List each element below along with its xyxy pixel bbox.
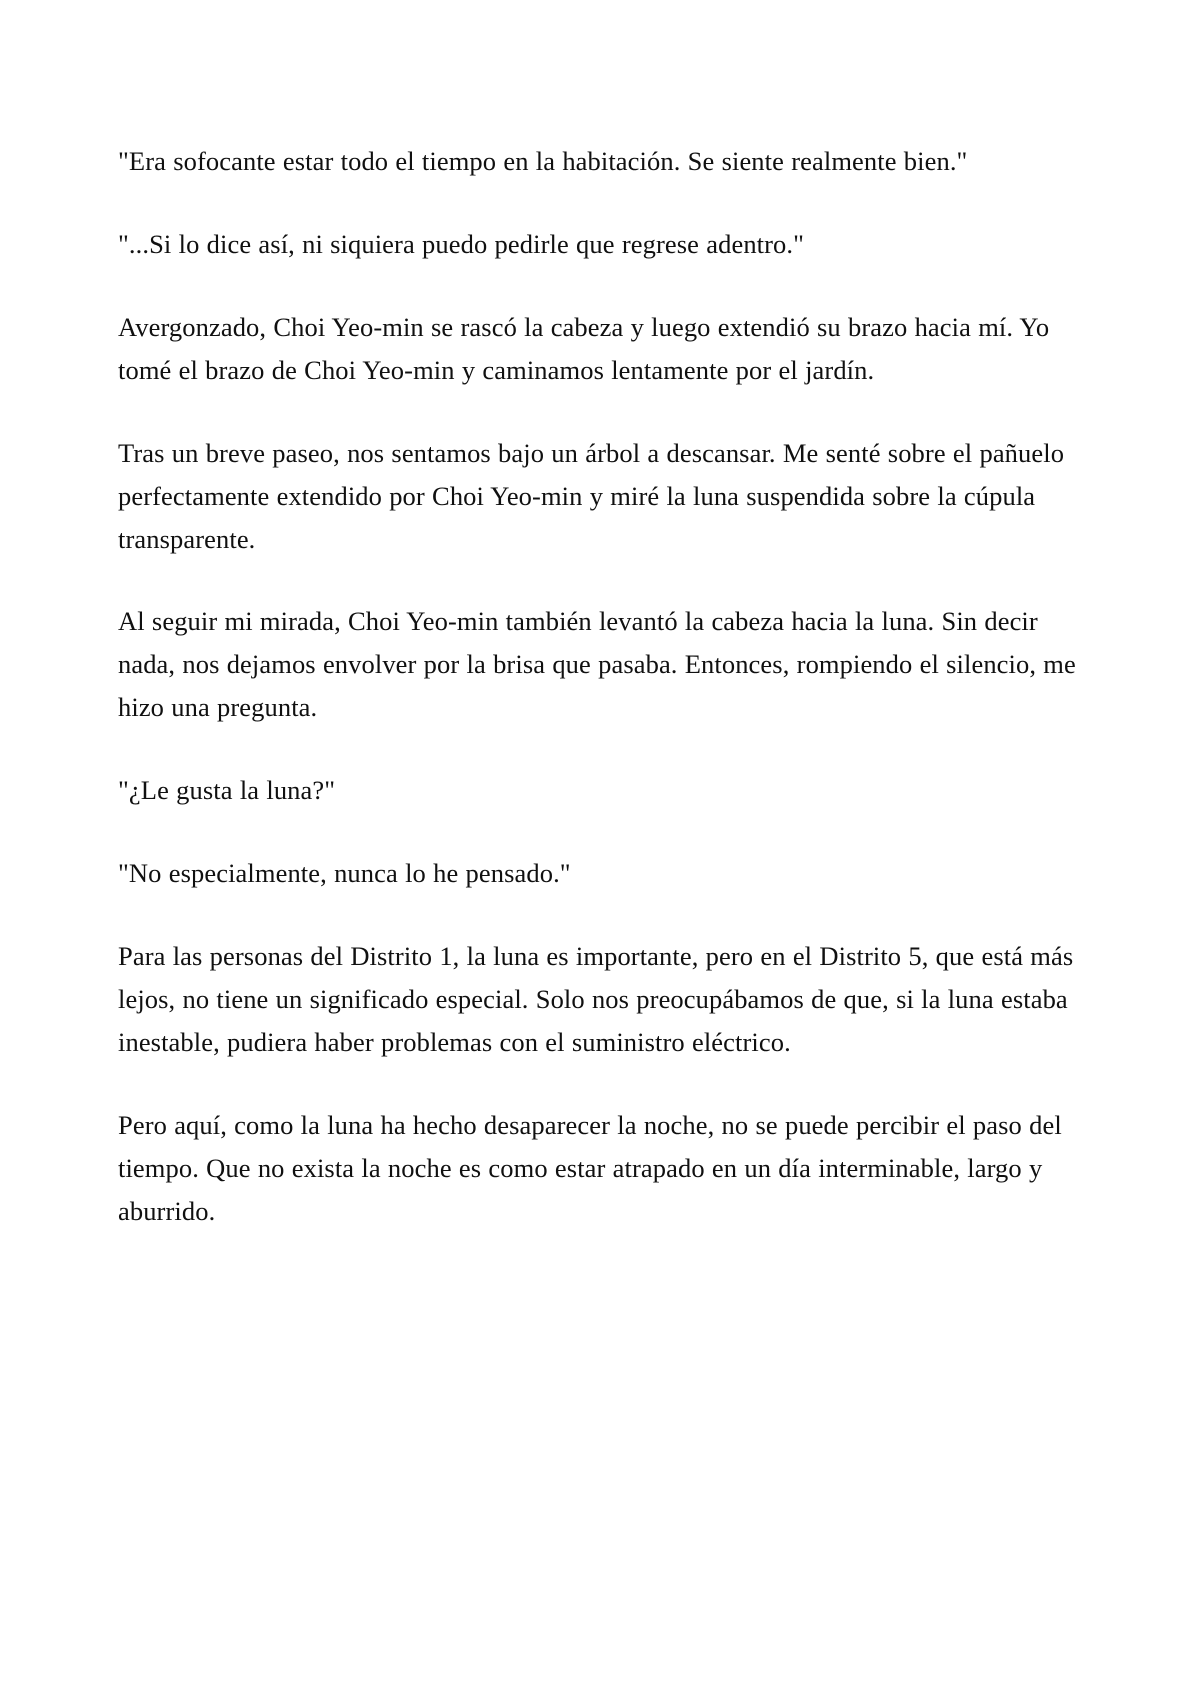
paragraph: "No especialmente, nunca lo he pensado." bbox=[118, 858, 571, 889]
paragraph: Tras un breve paseo, nos sentamos bajo un árbol a descansar. Me senté sobre el pañuelo perfectamente extendido por Choi Yeo-min y miré la luna suspendida sobre la cúpula transparente. bbox=[118, 437, 1065, 554]
paragraph: Para las personas del Distrito 1, la luna es importante, pero en el Distrito 5, que está más lejos, no tiene un significado especial. Solo nos preocupábamos de que, si la luna estaba inestable, pudiera haber problemas con el suministro eléctrico. bbox=[118, 941, 1074, 1057]
document-body bbox=[118, 140, 1082, 1233]
paragraph: "¿Le gusta la luna?" bbox=[118, 775, 336, 806]
paragraph: "Era sofocante estar todo el tiempo en la habitación. Se siente realmente bien." bbox=[118, 146, 968, 176]
paragraph: Avergonzado, Choi Yeo-min se rascó la cabeza y luego extendió su brazo hacia mí. Yo tomé el brazo de Choi Yeo-min y caminamos lentamente por el jardín. bbox=[118, 311, 1050, 385]
paragraph: "...Si lo dice así, ni siquiera puedo pedirle que regrese adentro." bbox=[118, 228, 805, 259]
paragraph: Al seguir mi mirada, Choi Yeo-min también levantó la cabeza hacia la luna. Sin decir nada, nos dejamos envolver por la brisa que pasaba. Entonces, rompiendo el silencio, me hizo una pregunta. bbox=[118, 606, 1076, 723]
paragraph: Pero aquí, como la luna ha hecho desaparecer la noche, no se puede percibir el paso del tiempo. Que no exista la noche es como estar atrapado en un día interminable, largo y aburrido. bbox=[118, 1109, 1062, 1226]
